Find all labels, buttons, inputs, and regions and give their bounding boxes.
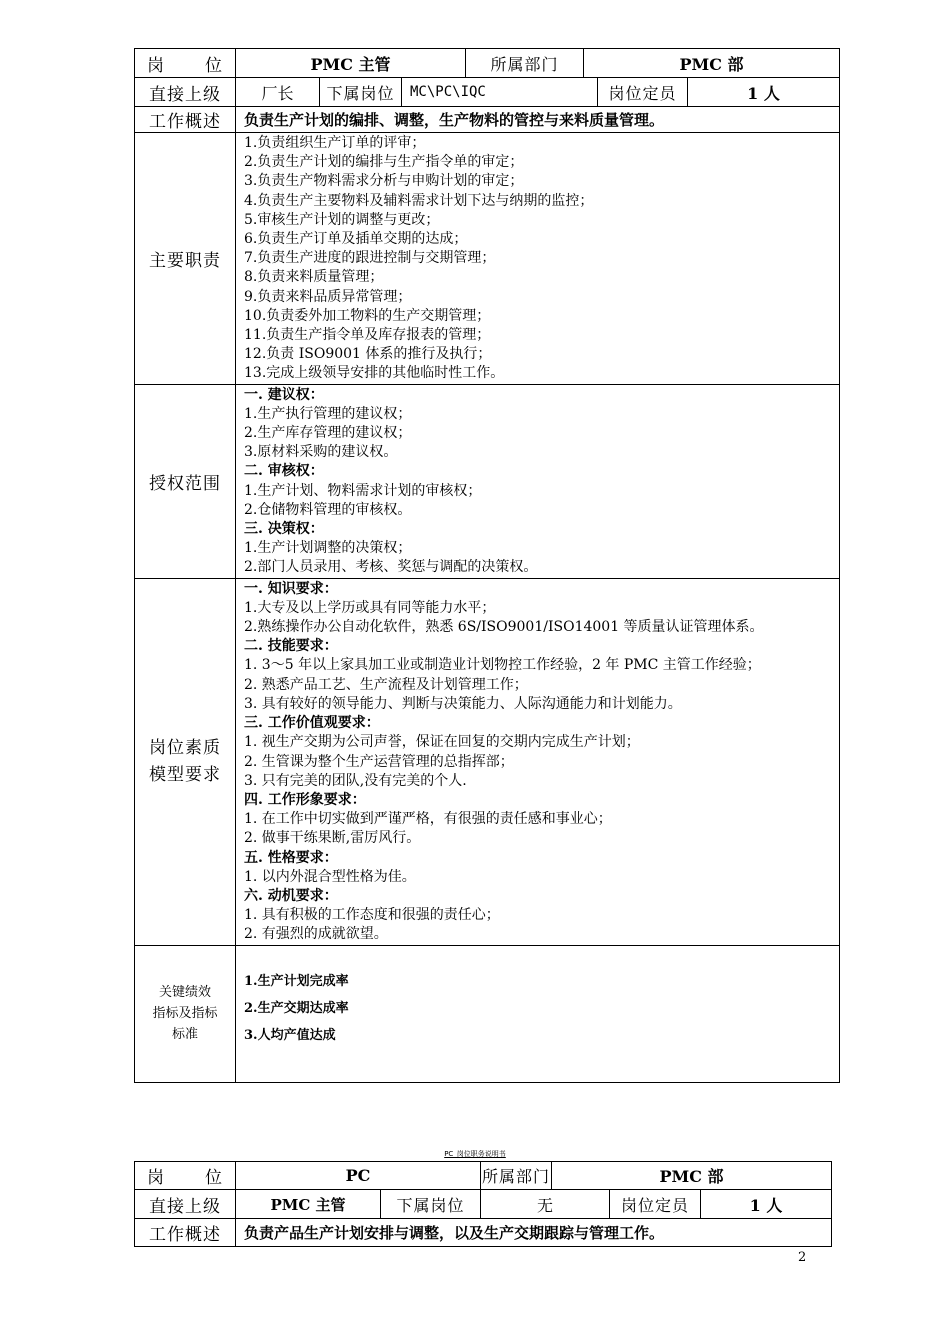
section-heading: 一. 建议权：: [244, 386, 324, 403]
list-item: 6.负责生产订单及插单交期的达成；: [244, 231, 468, 248]
list-item: 7.负责生产进度的跟进控制与交期管理；: [244, 250, 496, 267]
subordinate-value: 无: [481, 1190, 610, 1219]
page-number: 2: [798, 1250, 807, 1265]
section-heading: 三. 工作价值观要求：: [244, 715, 380, 732]
kpi-list: [236, 945, 840, 1082]
list-item: 3. 只有完美的团队,没有完美的个人.: [244, 772, 467, 789]
subordinate-value: MC\PC\IQC: [402, 78, 598, 107]
subordinate-label: 下属岗位: [320, 78, 402, 107]
department-label: 所属部门: [481, 1162, 552, 1190]
list-item: 1.生产执行管理的建议权；: [244, 405, 412, 422]
list-item: 2. 熟悉产品工艺、生产流程及计划管理工作；: [244, 676, 528, 693]
list-item: 1.负责组织生产订单的评审；: [244, 135, 426, 151]
department-value: PMC 部: [552, 1162, 832, 1190]
list-item: 2. 有强烈的成就欲望。: [244, 926, 388, 943]
summary-label: 工作概述: [135, 107, 236, 133]
list-item: 3.原材料采购的建议权。: [244, 444, 398, 461]
list-item: 4.负责生产主要物料及辅料需求计划下达与纳期的监控；: [244, 192, 594, 209]
list-item: 8.负责来料质量管理；: [244, 269, 384, 286]
list-item: 2.熟练操作办公自动化软件，熟悉 6S/ISO9001/ISO14001 等质量认证管理体系。: [244, 619, 764, 636]
list-item: 2.仓储物料管理的审核权。: [244, 501, 412, 518]
list-item: 1. 在工作中切实做到严谨严格，有很强的责任感和事业心；: [244, 811, 612, 828]
kpi-label-line: 关键绩效: [158, 985, 211, 1001]
authority-label: 授权范围: [135, 384, 236, 578]
list-item: 2.生产交期达成率: [244, 1000, 349, 1016]
position-label: 岗 位: [135, 1162, 236, 1190]
document-footer-title: PC_岗位职务说明书: [444, 1150, 506, 1158]
list-item: 1. 具有积极的工作态度和很强的责任心；: [244, 907, 500, 924]
list-item: 1. 视生产交期为公司声誉，保证在回复的交期内完成生产计划；: [244, 734, 640, 751]
list-item: 11.负责生产指令单及库存报表的管理；: [244, 327, 491, 344]
list-item: 1. 以内外混合型性格为佳。: [244, 868, 416, 885]
headcount-value: 1 人: [688, 78, 840, 107]
list-item: 2.部门人员录用、考核、奖惩与调配的决策权。: [244, 559, 538, 576]
list-item: 12.负责 ISO9001 体系的推行及执行；: [244, 346, 492, 363]
list-item: 1.生产计划、物料需求计划的审核权；: [244, 482, 482, 499]
superior-label: 直接上级: [135, 1190, 236, 1219]
position-label: 岗 位: [135, 49, 236, 78]
list-item: 2.负责生产计划的编排与生产指令单的审定；: [244, 154, 524, 171]
summary-label: 工作概述: [135, 1219, 236, 1247]
duties-list: [236, 133, 840, 385]
list-item: 2.生产库存管理的建议权；: [244, 425, 412, 442]
section-heading: 二. 技能要求：: [244, 638, 338, 655]
headcount-label: 岗位定员: [598, 78, 688, 107]
list-item: 2. 生管课为整个生产运营管理的总指挥部；: [244, 753, 514, 770]
summary-value: 负责产品生产计划安排与调整，以及生产交期跟踪与管理工作。: [236, 1219, 832, 1247]
department-value: PMC 部: [584, 49, 840, 78]
section-heading: 六. 动机要求：: [244, 887, 338, 904]
section-heading: 二. 审核权：: [244, 463, 324, 480]
list-item: 5.审核生产计划的调整与更改；: [244, 211, 440, 228]
kpi-label-line: 标准: [171, 1027, 198, 1043]
position-value: PMC 主管: [236, 49, 466, 78]
quality-model-list: [236, 578, 840, 945]
list-item: 9.负责来料品质异常管理；: [244, 288, 412, 305]
list-item: 2. 做事干练果断,雷厉风行。: [244, 830, 421, 847]
list-item: 13.完成上级领导安排的其他临时性工作。: [244, 365, 505, 382]
job-description-table-pmc-supervisor: [134, 48, 840, 1083]
section-heading: 三. 决策权：: [244, 521, 324, 538]
list-item: 3. 具有较好的领导能力、判断与决策能力、人际沟通能力和计划能力。: [244, 695, 682, 712]
superior-value: PMC 主管: [236, 1190, 381, 1219]
position-value: PC: [236, 1162, 481, 1190]
headcount-value: 1 人: [701, 1190, 832, 1219]
subordinate-label: 下属岗位: [381, 1190, 481, 1219]
list-item: 3.人均产值达成: [244, 1027, 336, 1043]
section-heading: 一. 知识要求：: [244, 580, 338, 597]
list-item: 1.生产计划完成率: [244, 973, 349, 989]
headcount-label: 岗位定员: [610, 1190, 701, 1219]
summary-value: 负责生产计划的编排、调整，生产物料的管控与来料质量管理。: [236, 107, 840, 133]
duties-label: 主要职责: [135, 133, 236, 385]
department-label: 所属部门: [466, 49, 584, 78]
quality-model-label: [135, 578, 236, 945]
kpi-label: [135, 945, 236, 1082]
authority-list: [236, 384, 840, 578]
list-item: 3.负责生产物料需求分析与申购计划的审定；: [244, 173, 524, 190]
section-heading: 四. 工作形象要求：: [244, 791, 366, 808]
list-item: 1.大专及以上学历或具有同等能力水平；: [244, 599, 496, 616]
quality-label-line: 模型要求: [149, 764, 221, 785]
list-item: 1.生产计划调整的决策权；: [244, 540, 412, 557]
superior-label: 直接上级: [135, 78, 236, 107]
quality-label-line: 岗位素质: [149, 737, 221, 758]
job-description-table-pc: [134, 1161, 832, 1247]
list-item: 10.负责委外加工物料的生产交期管理；: [244, 307, 491, 324]
superior-value: 厂长: [236, 78, 320, 107]
list-item: 1. 3～5 年以上家具加工业或制造业计划物控工作经验，2 年 PMC 主管工作经验；: [244, 657, 761, 674]
section-heading: 五. 性格要求：: [244, 849, 338, 866]
kpi-label-line: 指标及指标: [152, 1006, 218, 1022]
